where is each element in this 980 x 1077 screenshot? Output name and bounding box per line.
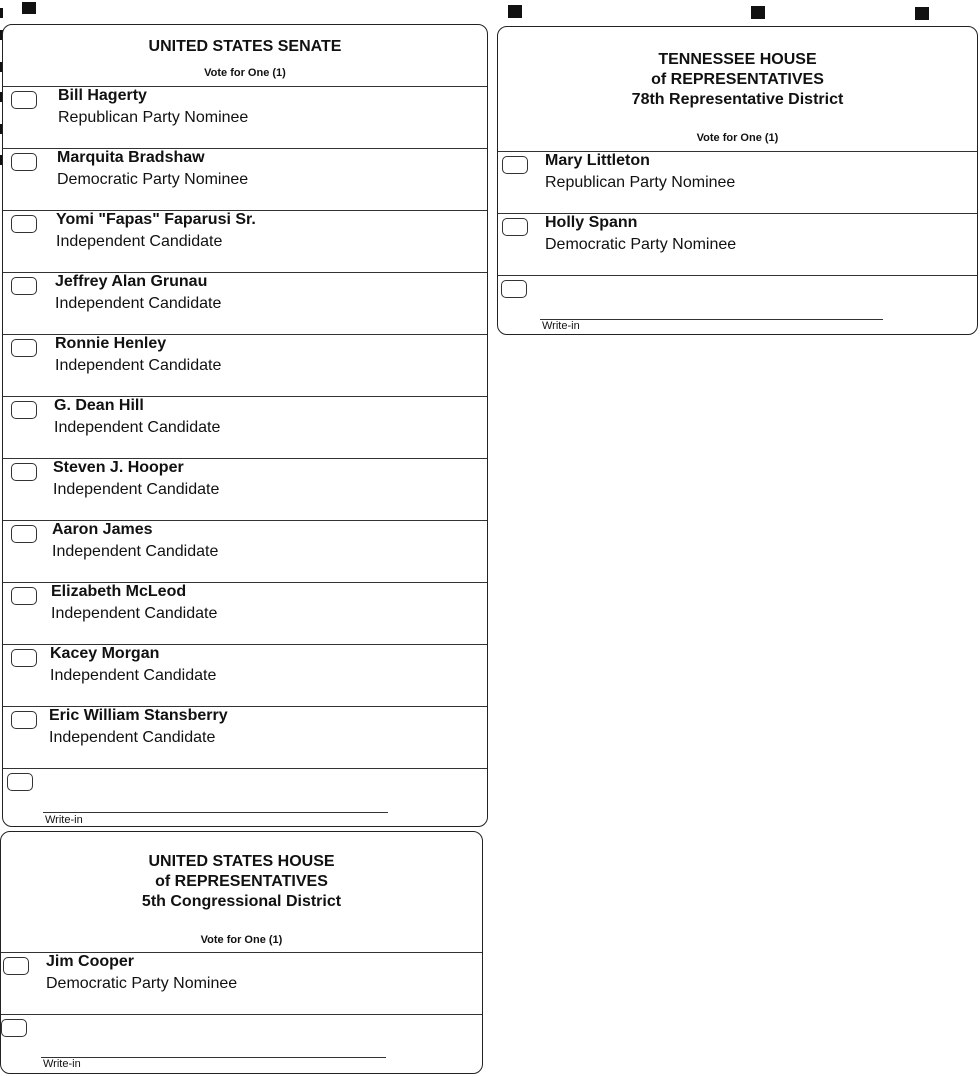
candidate-row[interactable] (3, 148, 487, 210)
vote-oval[interactable] (502, 156, 528, 174)
us-house-vote-for: Vote for One (1) (200, 934, 283, 946)
vote-oval[interactable] (11, 401, 37, 419)
candidate-name: Jim Cooper (46, 953, 135, 970)
write-in-row[interactable] (3, 768, 487, 827)
timing-mark (0, 8, 3, 18)
candidate-party: Independent Candidate (50, 667, 217, 684)
candidate-name: G. Dean Hill (54, 397, 144, 414)
write-in-label: Write-in (542, 320, 580, 332)
candidate-row[interactable] (3, 86, 487, 148)
candidate-party: Independent Candidate (51, 605, 218, 622)
candidate-party: Independent Candidate (56, 233, 223, 250)
write-in-line[interactable] (540, 319, 883, 320)
timing-mark (508, 5, 522, 18)
candidate-name: Bill Hagerty (58, 87, 147, 104)
tn-house-contest (497, 26, 978, 335)
vote-oval[interactable] (11, 649, 37, 667)
candidate-row[interactable] (3, 210, 487, 272)
write-in-row[interactable] (1, 1014, 482, 1074)
candidate-party: Independent Candidate (55, 295, 222, 312)
candidate-name: Ronnie Henley (55, 335, 167, 352)
candidate-name: Aaron James (52, 521, 153, 538)
vote-oval[interactable] (11, 215, 37, 233)
vote-oval[interactable] (1, 1019, 27, 1037)
vote-oval[interactable] (11, 339, 37, 357)
candidate-party: Republican Party Nominee (58, 109, 249, 126)
candidate-name: Eric William Stansberry (49, 707, 228, 724)
vote-oval[interactable] (7, 773, 33, 791)
vote-oval[interactable] (11, 587, 37, 605)
vote-oval[interactable] (502, 218, 528, 236)
write-in-line[interactable] (41, 1057, 386, 1058)
candidate-name: Elizabeth McLeod (51, 583, 187, 600)
tn-house-vote-for: Vote for One (1) (696, 132, 779, 144)
vote-oval[interactable] (11, 463, 37, 481)
candidate-party: Democratic Party Nominee (46, 975, 238, 992)
candidate-party: Independent Candidate (54, 419, 221, 436)
candidate-party: Republican Party Nominee (545, 174, 736, 191)
candidate-party: Independent Candidate (52, 543, 219, 560)
candidate-party: Independent Candidate (49, 729, 216, 746)
timing-mark (751, 6, 765, 19)
candidate-row[interactable] (3, 458, 487, 520)
tn-house-title: TENNESSEE HOUSE of REPRESENTATIVES 78th Representative District (631, 51, 844, 108)
candidate-party: Independent Candidate (55, 357, 222, 374)
candidate-row[interactable] (3, 520, 487, 582)
candidate-party: Democratic Party Nominee (545, 236, 737, 253)
candidate-row[interactable] (498, 151, 977, 213)
candidate-party: Independent Candidate (53, 481, 220, 498)
vote-oval[interactable] (3, 957, 29, 975)
candidate-name: Holly Spann (545, 214, 638, 231)
vote-oval[interactable] (11, 525, 37, 543)
vote-oval[interactable] (11, 277, 37, 295)
write-in-line[interactable] (43, 812, 388, 813)
candidate-name: Yomi "Fapas" Faparusi Sr. (56, 211, 256, 228)
vote-oval[interactable] (11, 91, 37, 109)
candidate-row[interactable] (3, 582, 487, 644)
senate-title: UNITED STATES SENATE (148, 38, 342, 55)
senate-vote-for: Vote for One (1) (204, 67, 286, 79)
candidate-row[interactable] (1, 952, 482, 1014)
senate-contest (2, 24, 488, 827)
candidate-row[interactable] (3, 706, 487, 768)
candidate-row[interactable] (3, 272, 487, 334)
candidate-row[interactable] (498, 213, 977, 275)
candidate-row[interactable] (3, 334, 487, 396)
timing-mark (915, 7, 929, 20)
candidate-name: Steven J. Hooper (53, 459, 184, 476)
write-in-label: Write-in (45, 814, 83, 826)
candidate-name: Kacey Morgan (50, 645, 160, 662)
candidate-party: Democratic Party Nominee (57, 171, 249, 188)
us-house-title: UNITED STATES HOUSE of REPRESENTATIVES 5th Congressional District (141, 853, 342, 910)
vote-oval[interactable] (11, 153, 37, 171)
candidate-row[interactable] (3, 644, 487, 706)
candidate-name: Mary Littleton (545, 152, 650, 169)
candidate-row[interactable] (3, 396, 487, 458)
candidate-name: Jeffrey Alan Grunau (55, 273, 208, 290)
us-house-contest (0, 831, 483, 1074)
write-in-row[interactable] (498, 275, 977, 335)
write-in-label: Write-in (43, 1058, 81, 1070)
timing-mark (22, 2, 36, 14)
candidate-name: Marquita Bradshaw (57, 149, 205, 166)
vote-oval[interactable] (501, 280, 527, 298)
vote-oval[interactable] (11, 711, 37, 729)
